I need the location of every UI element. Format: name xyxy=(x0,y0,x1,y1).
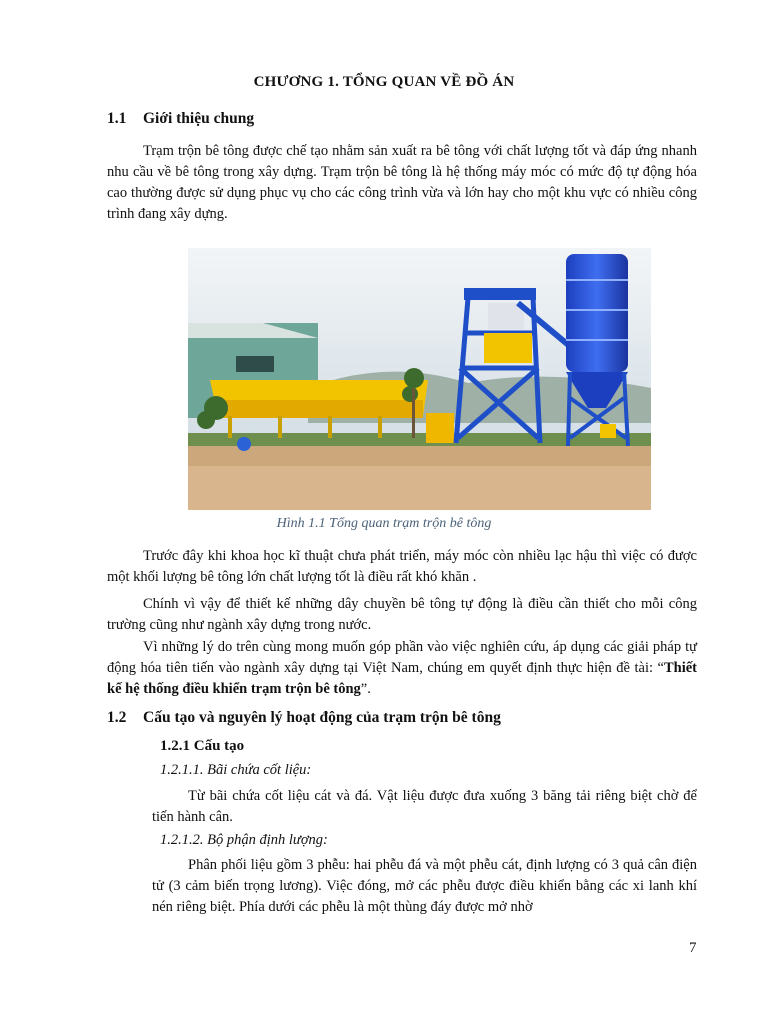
section-heading-1-1 xyxy=(107,110,254,128)
section-heading-1-2 xyxy=(107,709,501,727)
section-title: Cấu tạo và nguyên lý hoạt động của trạm trộn bê tông xyxy=(143,709,501,726)
subsubsection-heading-1-2-1-2: 1.2.1.2. Bộ phận định lượng: xyxy=(160,832,328,848)
section-title: Giới thiệu chung xyxy=(143,110,255,127)
topic-lead-text: Vì những lý do trên cùng mong muốn góp phần vào việc nghiên cứu, áp dụng các giải pháp tự động hóa tiên tiến vào ngành xây dựng tại Việt Nam, chúng em quyết định thực hiện đề tài: “ xyxy=(107,639,697,676)
batching-plant-illustration xyxy=(188,248,651,510)
topic-title: Thiết kế hệ thống điều khiển trạm trộn bê tông xyxy=(107,660,697,697)
subsection-heading-1-2-1: 1.2.1 Cấu tạo xyxy=(160,738,245,754)
dosing-paragraph: Phân phối liệu gồm 3 phễu: hai phễu đá và một phễu cát, định lượng có 3 quả cân điện tử (3 cảm biến trọng lương). Việc đóng, mở các phễu được điều khiển bằng các xi lanh khí nén riêng biệt. Phía dưới các phễu là một thùng đáy được mở nhờ xyxy=(152,857,697,915)
topic-tail-text: ”. xyxy=(360,681,371,697)
topic-paragraph xyxy=(107,637,697,700)
page-number: 7 xyxy=(689,940,697,956)
section-number: 1.1 xyxy=(107,110,127,127)
aggregate-storage-paragraph: Từ bãi chứa cốt liệu cát và đá. Vật liệu được đưa xuống 3 băng tải riêng biệt chờ để tiến hành cân. xyxy=(152,788,697,825)
figure-caption: Hình 1.1 Tổng quan trạm trộn bê tông xyxy=(276,516,492,531)
section-number: 1.2 xyxy=(107,709,127,726)
history-paragraph: Trước đây khi khoa học kĩ thuật chưa phát triển, máy móc còn nhiều lạc hậu thì việc có được một khối lượng bê tông lớn chất lượng tốt là điều rất khó khăn . xyxy=(107,548,697,585)
batching-plant-photo xyxy=(188,248,651,510)
chapter-title: CHƯƠNG 1. TỔNG QUAN VỀ ĐỒ ÁN xyxy=(253,74,515,90)
intro-paragraph: Trạm trộn bê tông được chế tạo nhằm sản xuất ra bê tông với chất lượng tốt và đáp ứng nhanh nhu cầu về bê tông trong xây dựng. Trạm trộn bê tông là hệ thống máy móc có mức độ tự động hóa cao thường được sử dụng phục vụ cho các công trình vừa và lớn hay cho một khu vực có nhiều công trình đang xây dựng. xyxy=(107,143,697,222)
motivation-paragraph: Chính vì vậy để thiết kế những dây chuyền bê tông tự động là điều cần thiết cho mỗi công trường cũng như ngành xây dựng trong nước. xyxy=(107,596,697,633)
subsubsection-heading-1-2-1-1: 1.2.1.1. Bãi chứa cốt liệu: xyxy=(160,762,312,778)
